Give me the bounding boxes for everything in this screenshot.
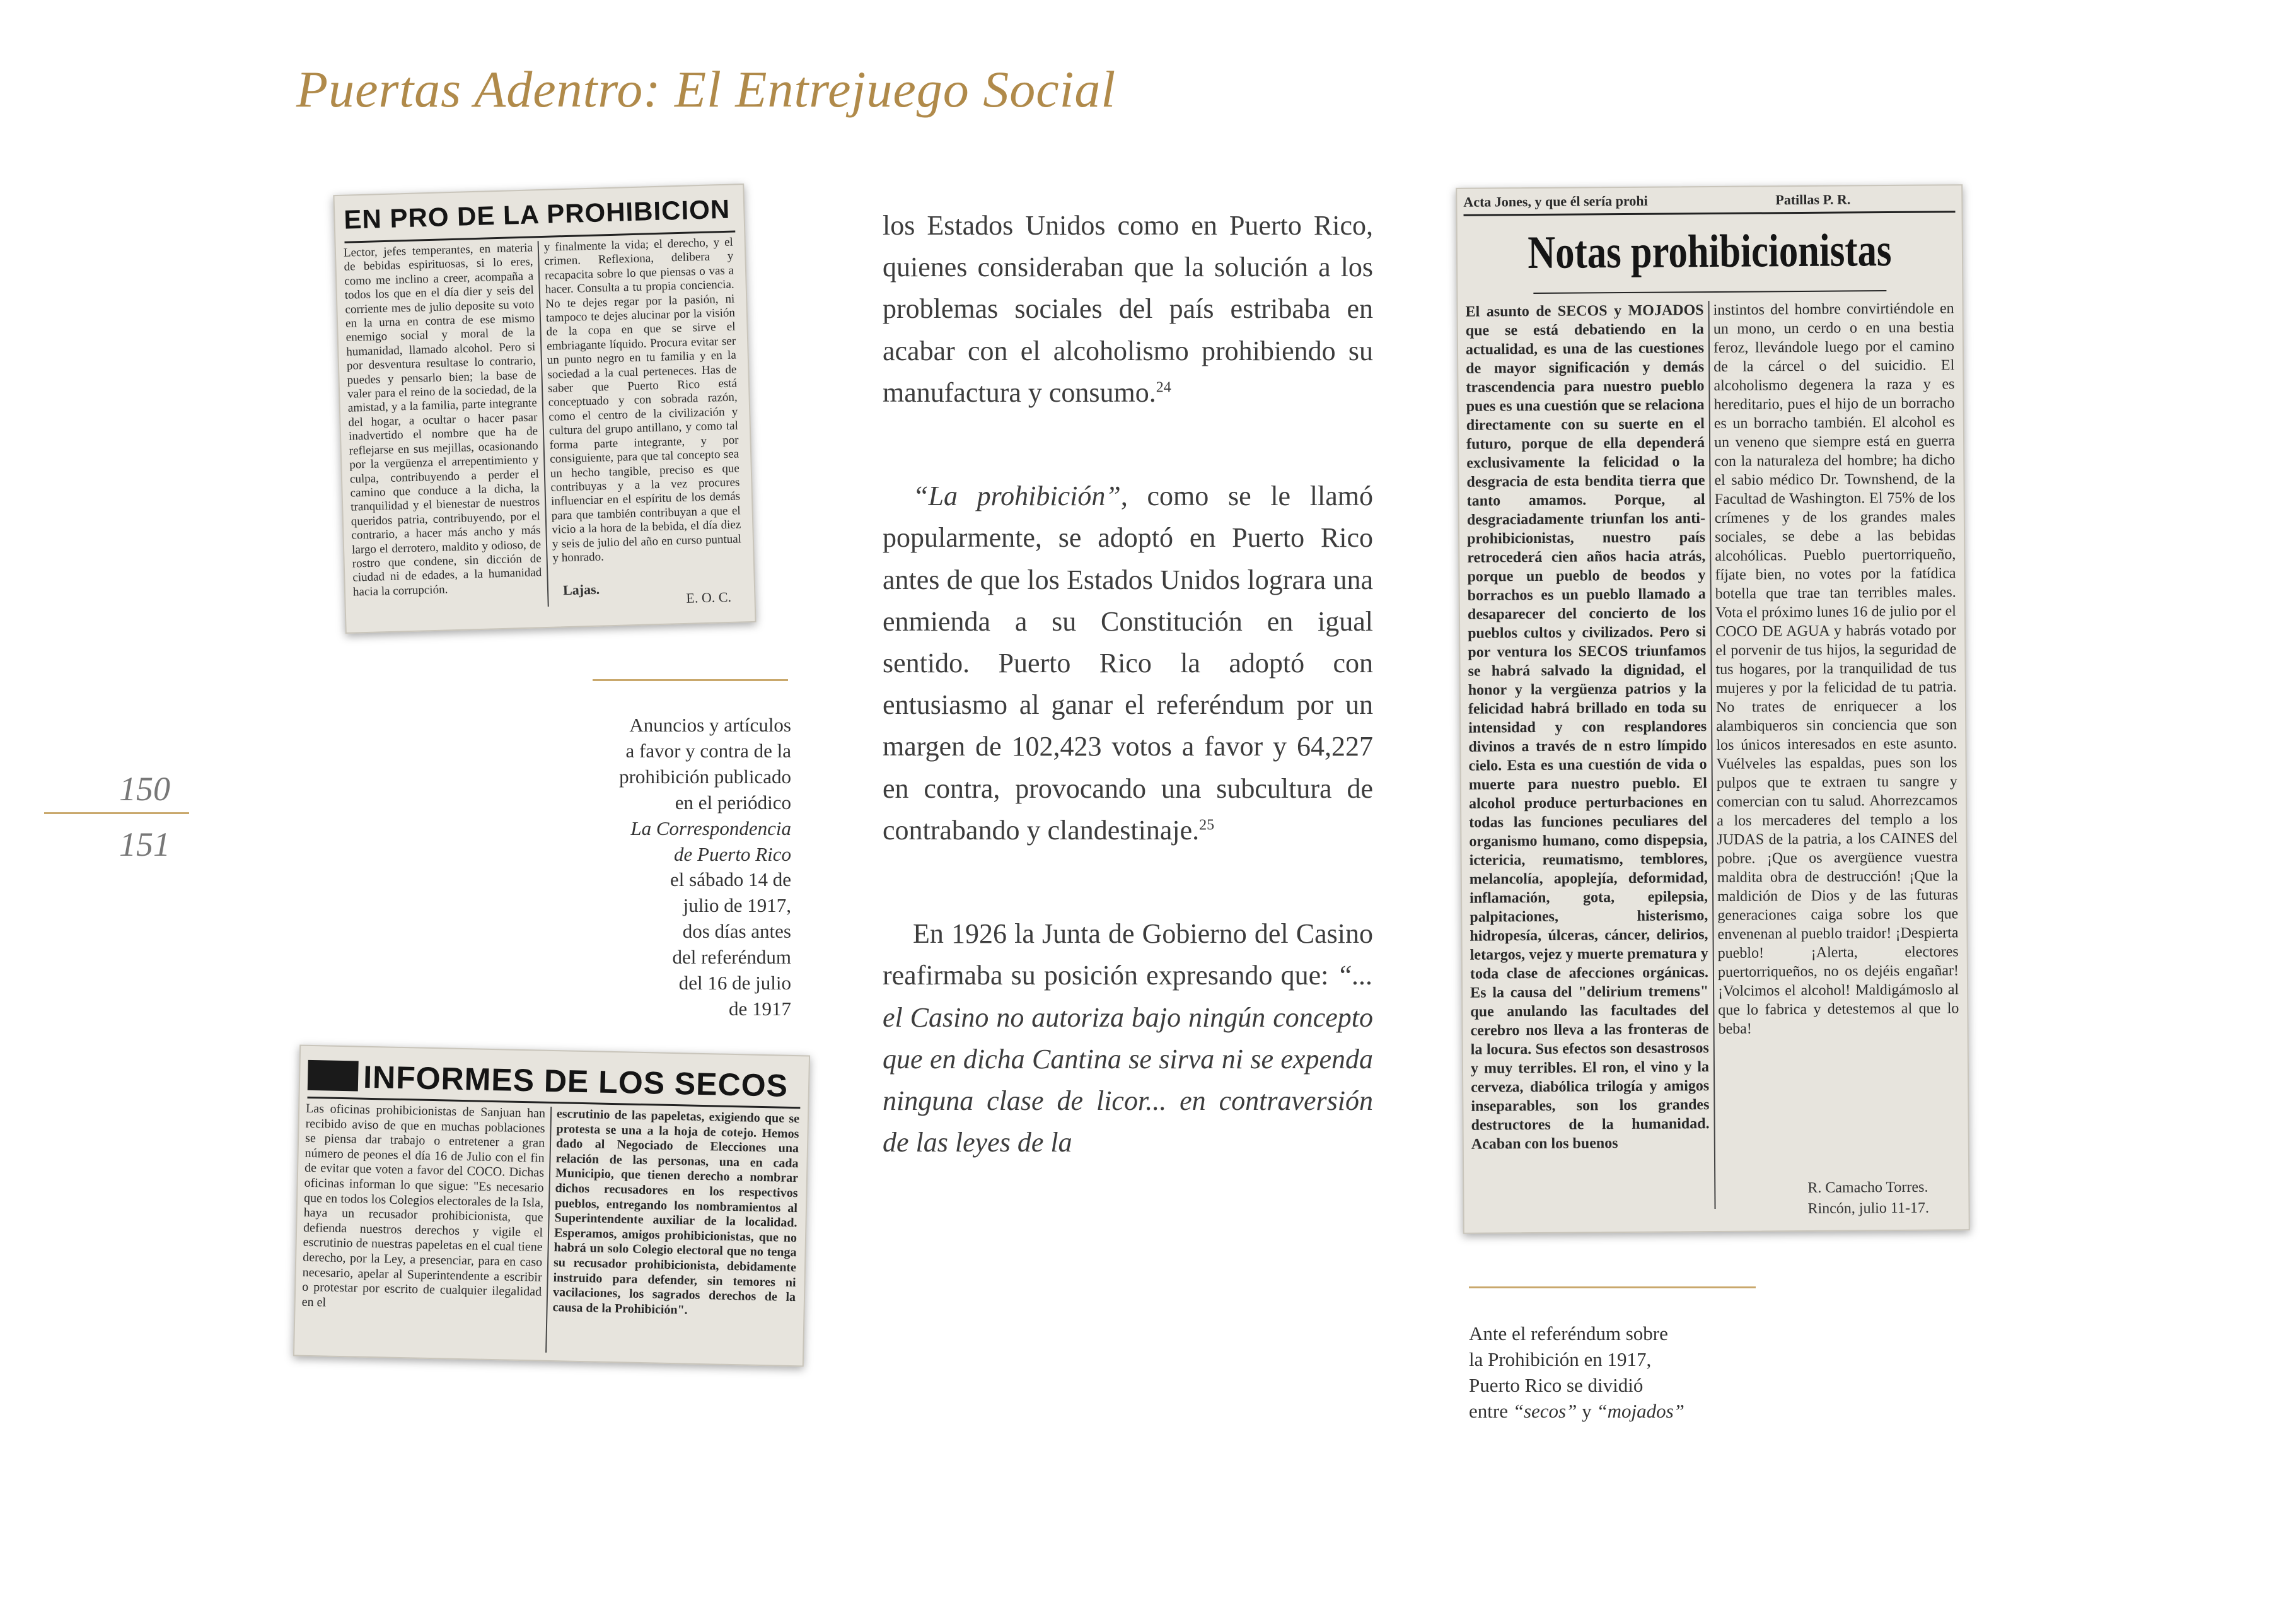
clipping-emblem: [308, 1060, 359, 1092]
page-number-right: 151: [119, 825, 170, 863]
running-title: Puertas Adentro: El Entrejuego Social: [296, 61, 1116, 118]
clipping-place: Lajas.: [562, 581, 600, 598]
paragraph-3: En 1926 la Junta de Gobierno del Casino reafirmaba su posición expresando que: “... el Casino no autoriza bajo ningún concepto que en dicha Cantina se sirva ni se expenda ninguna clase de licor... en contraversión de las leyes de la: [883, 918, 1373, 1158]
clipping-notas-prohibicionistas: [1456, 184, 1970, 1234]
main-text-column: [883, 205, 1373, 1225]
clipping-en-pro-prohibicion: [333, 184, 756, 634]
caption-rule-3: [1469, 1286, 1756, 1288]
page-number-left: 150: [119, 770, 170, 808]
paragraph-2: “La prohibición”, como se le llamó popularmente, se adoptó en Puerto Rico antes de que los Estados Unidos lograra una enmienda a su Constitución en igual sentido. Puerto Rico la adoptó con entusiasmo al ganar el referéndum por un margen de 102,423 votos a favor y 64,227 en contra, provocando una subcultura de contrabando y clandestinaje.$^{25}$: [883, 481, 1373, 846]
clipping-informes-secos: [293, 1045, 810, 1367]
clipping-top-line-left: Acta Jones, y que él sería prohi: [1463, 192, 1648, 210]
footnote-ref-24: 24: [1156, 379, 1171, 396]
clipping-signature: R. Camacho Torres.: [1807, 1179, 1928, 1196]
clipping-top-line-right: Patillas P. R.: [1775, 191, 1851, 208]
paragraph-1: los Estados Unidos como en Puerto Rico, quienes consideraban que la solución a los problemas sociales del país estribaba en acabar con el alcoholismo prohibiendo su manufactura y consumo.$^{24}$: [883, 210, 1373, 408]
clipping-column-2: instintos del hombre convirtiéndole en un mono, un cerdo o en una bestia feroz, llevándole luego por el camino de la cárcel o del suicidio. El alcoholismo degenera la raza y es hereditario, pues el hijo de un borracho es un borracho también. El alcohol es un veneno que siempre está en guerra con la naturaleza del hombre; ha dicho el sabio médico Dr. Townshend, de la Facultad de Washington. El 75% de los crímenes y de los grandes males sociales, se debe a las bebidas alcohólicas. Pueblo puertorriqueño, fíjate bien, no votes por la fatídica botella que trae tan terribles males. Vota el próximo lunes 16 de julio por el COCO DE AGUA y habrás votado por el porvenir de tus hijos, la seguridad de tus hogares, por la tranquilidad de tus mujeres y por la felicidad de tu patria. No trates de enriquecer a los alambiqueros sin conciencia que son los únicos interesados en este asunto. Vuélveles las espaldas, pues son los pulpos que te extraen tu sangre y comercian con tu salud. Ahorrezcamos a los mercaderes del templo a los JUDAS de la patria, a los CAINES del pobre. ¡Que os avergüence vuestra maldita obra de destrucción! ¡Que la maldición de Dios y de las futuras generaciones caiga sobre los que envenenan al pueblo traidor! ¡Despierta pueblo! ¡Alerta, electores puertorriqueños, no os dejéis engañar! ¡Volcimos el alcohol! Maldigámoslo al que lo fabrica y detestemos al que lo beba!: [1713, 300, 1959, 1037]
clipping-column-2: y finalmente la vida; el derecho, y el crimen. Reflexiona, delibera y recapacita sobre lo que piensas o vas a hacer. Consulta a tu propia conciencia. No te dejes regar por la pasión, ni tampoco te dejes alucinar por la visión de la copa en que se sirve el embriagante líquido. Procura evitar ser un punto negro en tu familia y en la sociedad a la cual perteneces. Has de saber que Puerto Rico está conceptuado y con sobrada razón, como el centro de la civilización y cultura del grupo antillano, y como tal forma parte integrante, y por consiguiente, para que tal concepto sea un hecho tangible, preciso es que contribuyas y a la vez procures influenciar en el espíritu de los demás para que también contribuyan a que el vicio a la hora de la bebida, el día diez y seis de julio del año en curso puntual y honrado.: [543, 235, 742, 565]
clipping-title: INFORMES DE LOS SECOS: [362, 1059, 789, 1104]
clipping-signature: E. O. C.: [686, 588, 732, 606]
clipping-column-1: Las oficinas prohibicionistas de Sanjuan han recibido aviso de que en muchas poblaciones se piensa dar trabajo o entretener a gran número de peones el día 16 de Julio con el fin de evitar que voten a favor del COCO. Dichas oficinas informan lo que sigue: "Es necesario que en todos los Colegios electorales de la Isla, haya un recusador prohibicionista, que defienda nuestros derechos y vigile el escrutinio de nuestras papeletas en el cual tiene derecho, por la Ley, a presenciar, para en caso necesario, apelar al Superintendente a escribir o protestar por escrito de cualquier ilegalidad en el: [301, 1101, 546, 1310]
clipping-title: Notas prohibicionistas: [1528, 224, 1892, 279]
clipping-place-date: Rincón, julio 11-17.: [1807, 1199, 1930, 1217]
clipping-title: EN PRO DE LA PROHIBICION: [343, 194, 731, 235]
caption-notas: Ante el referéndum sobre la Prohibición en 1917, Puerto Rico se dividió entre “secos” y “mojados”: [1469, 1322, 1684, 1422]
clipping-column-1: El asunto de SECOS y MOJADOS que se está debatiendo en la actualidad, es una de las cuestiones de mayor significación y demás trascendencia para nuestro pueblo pues es una cuestión que se relaciona directamente con su suerte en el futuro, porque de ella dependerá exclusivamente la felicidad o la desgracia de esta bendita tierra que tanto amamos. Porque, al desgraciadamente triunfan los anti-prohibicionistas, nuestro país retrocederá cien años hacia atrás, porque un pueblo de beodos y borrachos es un pueblo llamado a desaparecer del concierto de los pueblos cultos y civilizados. Pero si por ventura los SECOS triunfamos se habrá salvado la dignidad, el honor y la vergüenza patrios y la felicidad habrá brillado en toda su intensidad y con resplandores divinos a través de n estro límpido cielo. Esta es una cuestión de vida o muerte para nuestro pueblo. El alcohol produce perturbaciones en todas las funciones peculiares del organismo humano, como dispepsia, ictericia, reumatismo, temblores, melancolía, apoplejía, deformidad, inflamación, gota, epilepsia, palpitaciones, histerismo, hidropesía, úlceras, cáncer, delirios, letargos, vejez y muerte prematura y toda clase de afecciones orgánicas. Es la causa del "delirium tremens" que anulando las facultades del cerebro nos lleva a las fronteras de la locura. Sus efectos son desastrosos y muy terribles. El ron, el vino y la cerveza, diabólica trilogía y amigos inseparables, son los grandes destructores de la humanidad. Acaban con los buenos: [1465, 302, 1710, 1153]
caption-rule-1: [593, 679, 788, 681]
footnote-ref-25: 25: [1199, 817, 1215, 834]
caption-prohibicion: Anuncios y artículos a favor y contra de la prohibición publicado en el periódico La Correspondencia de Puerto Rico el sábado 14 de julio de 1917, dos días antes del referéndum del 16 de julio de 1917: [619, 714, 791, 1020]
clipping-column-2: escrutinio de las papeletas, exigiendo que se protesta se una a la hoja de cotejo. Hemos dado al Negociado de Elecciones una relación de las personas, una en cada Municipio, que tienen derecho a nombrar dichos recusadores en los respectivos pueblos, entregando los nombramientos al Superintendente auxiliar de la localidad. Esperamos, amigos prohibicionistas, que no habrá un solo Colegio electoral que no tenga su recusador prohibicionista, debidamente instruido para defender, sin temores ni vacilaciones, los sagrados derechos de la causa de la Prohibición".: [552, 1107, 800, 1317]
folio-divider: [44, 812, 189, 814]
clipping-column-1: Lector, jefes temperantes, en materia de bebidas espirituosas, si lo eres, como me inclino a creer, acompaña a todos los que en el día dier y seis del corriente mes de julio deposite su voto en la urna en contra de ese mismo enemigo social y moral de la humanidad, llamado alcohol. Pero si por desventura resultase lo contrario, puedes y pensarlo bien; la base de valer para el reino de la sociedad, de la amistad, y a la familia, parte integrante del hogar, a ocultar o hacer pasar inadvertido el nombre que ha de reflejarse en sus mejillas, ocasionando por la vergüenza el arrepentimiento y culpa, contribuyendo a perder el camino que conduce a la dicha, la tranquilidad y el bienestar de nuestros queridos patria, contribuyendo, por el contrario, a hacer más ancho y más largo el derrotero, maldito y odioso, de rostro que condene, sin dicción de ciudad ni de edades, a la humanidad hacia la corrupción.: [343, 241, 542, 599]
